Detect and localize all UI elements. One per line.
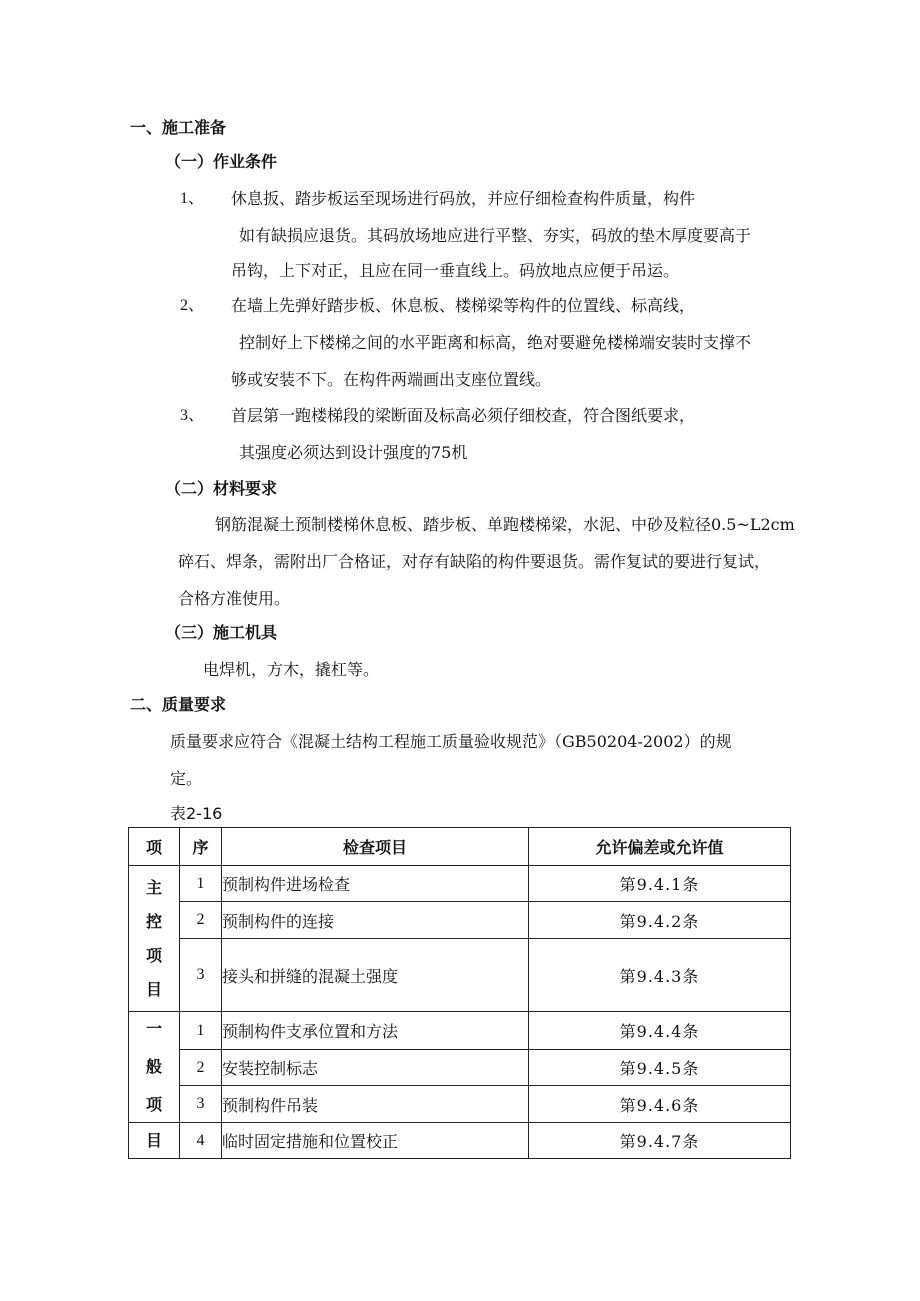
- materials-line-3: 合格方准使用。: [178, 589, 291, 608]
- table-row: [129, 1050, 791, 1086]
- row-seq: 3: [180, 939, 222, 1012]
- item-1-line-3: 吊钩，上下对正，且应在同一垂直线上。码放地点应便于吊运。: [231, 261, 680, 280]
- quality-line-2: 定。: [170, 769, 203, 788]
- subsection-3-title: （三）施工机具: [165, 623, 278, 642]
- row-item: 接头和拼缝的混凝土强度: [222, 939, 529, 1012]
- section-2-title: 二、质量要求: [130, 695, 227, 714]
- row-value: 第9.4.3条: [529, 939, 791, 1012]
- row-seq: 2: [180, 1050, 222, 1086]
- row-item: 临时固定措施和位置校正: [222, 1123, 529, 1159]
- header-seq: 序: [180, 828, 222, 866]
- header-allowance: 允许偏差或允许值: [529, 828, 791, 866]
- table-row: [129, 902, 791, 939]
- table-row: [129, 866, 791, 902]
- header-check-item: 检查项目: [222, 828, 529, 866]
- row-item: 预制构件支承位置和方法: [222, 1012, 529, 1050]
- row-seq: 2: [180, 902, 222, 939]
- table-row: [129, 939, 791, 1012]
- tools-line: 电焊机，方木，撬杠等。: [203, 660, 380, 679]
- row-value: 第9.4.7条: [529, 1123, 791, 1159]
- table-caption: 表2-16: [170, 804, 223, 823]
- row-seq: 4: [180, 1123, 222, 1159]
- subsection-1-title: （一）作业条件: [165, 152, 278, 171]
- item-2-number: 2、: [180, 297, 205, 314]
- row-item: 预制构件进场检查: [222, 866, 529, 902]
- item-2-line-3: 够或安装不下。在构件两端画出支座位置线。: [231, 370, 552, 389]
- row-item: 预制构件吊装: [222, 1086, 529, 1123]
- table-row: [129, 1012, 791, 1050]
- item-2-line-2: 控制好上下楼梯之间的水平距离和标高，绝对要避免楼梯端安装时支撑不: [239, 333, 752, 352]
- row-seq: 1: [180, 1012, 222, 1050]
- table-row: [129, 1123, 791, 1159]
- row-value: 第9.4.1条: [529, 866, 791, 902]
- materials-line-2: 碎石、焊条，需附出厂合格证，对存有缺陷的构件要退货。需作复试的要进行复试，: [178, 552, 771, 571]
- item-3-line-1: 首层第一跑楼梯段的梁断面及标高必须仔细校查，符合图纸要求，: [231, 406, 696, 425]
- table-row: [129, 1086, 791, 1123]
- section-1-title: 一、施工准备: [130, 118, 227, 137]
- group-main-control: 主 控 项 目: [129, 866, 180, 1012]
- header-category: 项: [129, 828, 180, 866]
- item-3-number: 3、: [180, 407, 205, 424]
- quality-table: [128, 827, 791, 1159]
- row-seq: 3: [180, 1086, 222, 1123]
- row-value: 第9.4.4条: [529, 1012, 791, 1050]
- row-item: 安装控制标志: [222, 1050, 529, 1086]
- row-value: 第9.4.5条: [529, 1050, 791, 1086]
- group-general-last: 目: [129, 1123, 180, 1159]
- item-1-line-2: 如有缺损应退货。其码放场地应进行平整、夯实，码放的垫木厚度要高于: [239, 226, 752, 245]
- table-header-row: [129, 828, 791, 866]
- item-3-line-2: 其强度必须达到设计强度的75机: [239, 443, 468, 462]
- materials-line-1: 钢筋混凝土预制楼梯休息板、踏步板、单跑楼梯梁，水泥、中砂及粒径0.5~L2cm: [215, 515, 795, 534]
- quality-line-1: 质量要求应符合《混凝土结构工程施工质量验收规范》（GB50204-2002）的规: [170, 732, 732, 751]
- row-value: 第9.4.6条: [529, 1086, 791, 1123]
- group-general: 一 般 项: [129, 1012, 180, 1123]
- subsection-2-title: （二）材料要求: [165, 479, 278, 498]
- row-value: 第9.4.2条: [529, 902, 791, 939]
- item-1-line-1: 休息扳、踏步板运至现场进行码放，并应仔细检查构件质量，构件: [231, 189, 696, 208]
- row-item: 预制构件的连接: [222, 902, 529, 939]
- item-1-number: 1、: [180, 190, 205, 207]
- item-2-line-1: 在墙上先弹好踏步板、休息板、楼梯梁等构件的位置线、标高线，: [231, 296, 696, 315]
- row-seq: 1: [180, 866, 222, 902]
